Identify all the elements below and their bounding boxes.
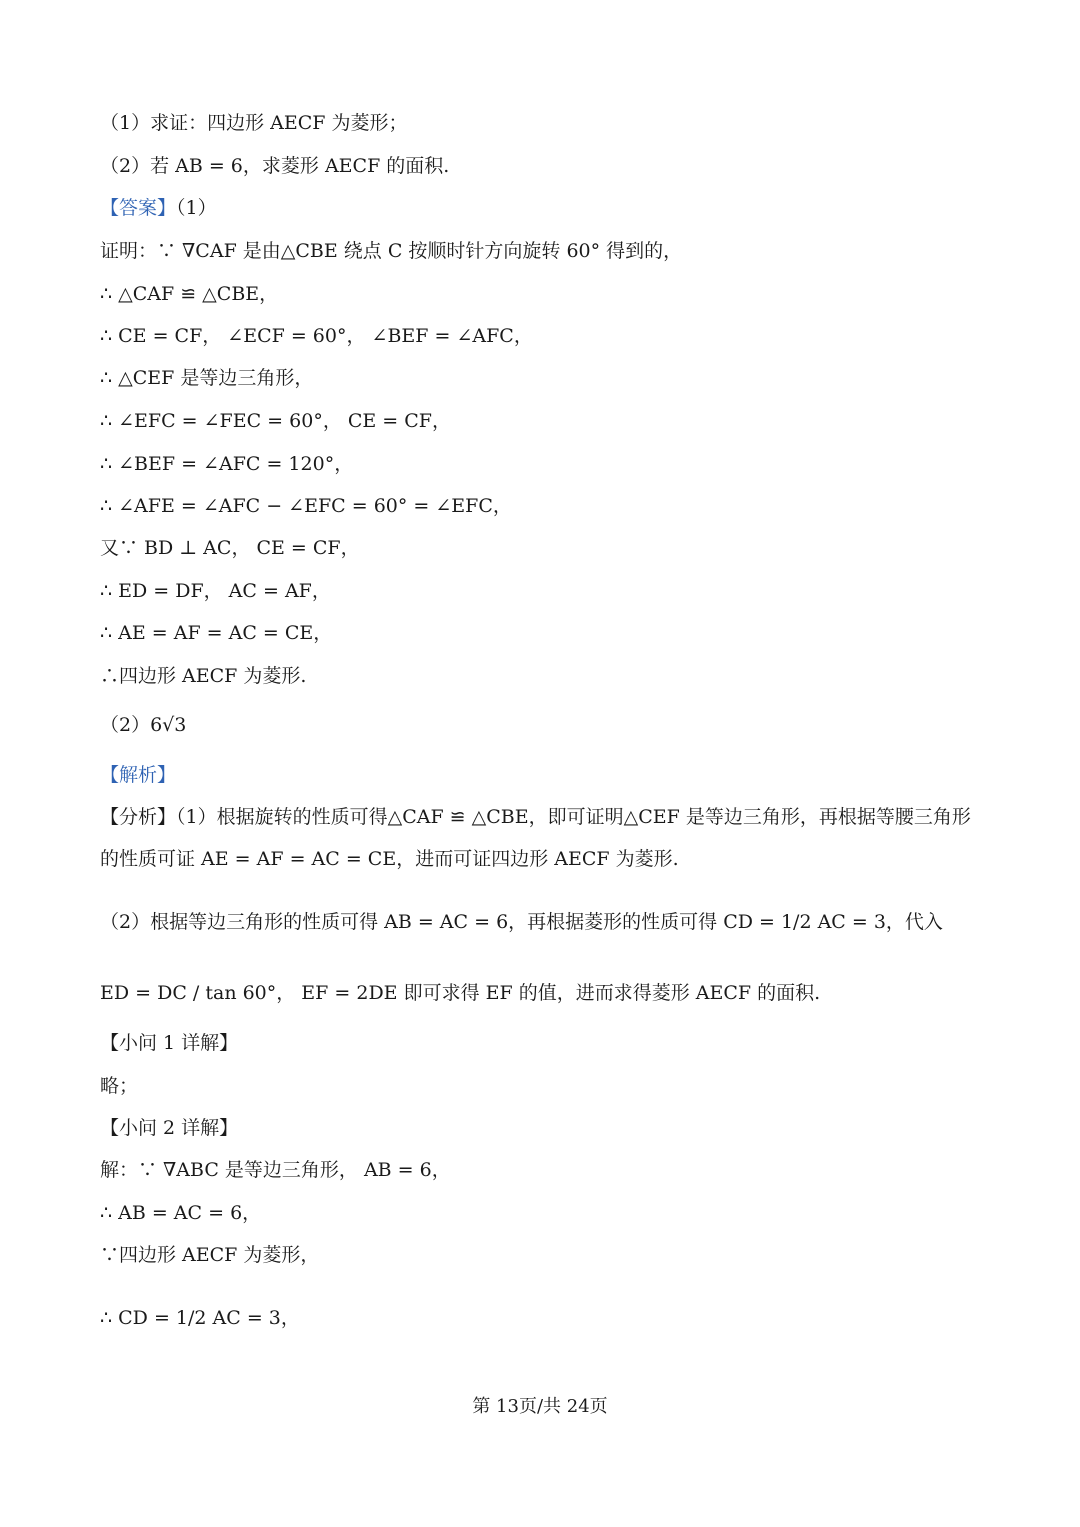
page-footer: 第 13页/共 24页 <box>472 1396 608 1417</box>
question-2: （2）若 AB = 6，求菱形 AECF 的面积. <box>100 155 450 177</box>
sub2-heading: 【小问 2 详解】 <box>100 1117 239 1139</box>
answer-part-2: （2）6√3 <box>100 714 187 736</box>
answer-part-1-label: （1） <box>176 197 217 219</box>
analysis-line-1: 【分析】（1）根据旋转的性质可得△CAF ≌ △CBE，即可证明△CEF 是等边三角形，再根据等腰三角形 <box>100 806 971 828</box>
proof-line-5: ∴ ∠BEF = ∠AFC = 120°， <box>100 453 354 475</box>
sub2-line-2: ∵四边形 AECF 为菱形， <box>100 1244 320 1266</box>
sub2-line-0: 解：∵ ∇ABC 是等边三角形， AB = 6， <box>100 1159 451 1181</box>
proof-line-9: ∴ AE = AF = AC = CE， <box>100 622 333 644</box>
proof-line-8: ∴ ED = DF， AC = AF， <box>100 580 331 602</box>
sub1-heading: 【小问 1 详解】 <box>100 1032 239 1054</box>
analysis-line-4: ED = DC / tan 60°， EF = 2DE 即可求得 EF 的值，进而求得菱形 AECF 的面积. <box>100 982 821 1004</box>
answer-tag: 【答案】 <box>100 197 177 219</box>
proof-line-6: ∴ ∠AFE = ∠AFC − ∠EFC = 60° = ∠EFC， <box>100 495 512 517</box>
proof-line-4: ∴ ∠EFC = ∠FEC = 60°， CE = CF， <box>100 410 451 432</box>
proof-line-3: ∴ △CEF 是等边三角形， <box>100 367 314 389</box>
sub1-text: 略； <box>100 1075 139 1097</box>
proof-line-1: ∴ △CAF ≌ △CBE， <box>100 283 279 305</box>
analysis-tag: 【解析】 <box>100 764 177 786</box>
proof-line-0: 证明：∵ ∇CAF 是由△CBE 绕点 C 按顺时针方向旋转 60° 得到的， <box>100 240 683 262</box>
sub2-line-3: ∴ CD = 1/2 AC = 3， <box>100 1307 300 1329</box>
question-1: （1）求证：四边形 AECF 为菱形； <box>100 112 408 134</box>
proof-line-10: ∴四边形 AECF 为菱形. <box>100 665 307 687</box>
answer-heading <box>100 195 217 221</box>
proof-line-2: ∴ CE = CF， ∠ECF = 60°， ∠BEF = ∠AFC， <box>100 325 533 347</box>
analysis-line-3: （2）根据等边三角形的性质可得 AB = AC = 6，再根据菱形的性质可得 CD = 1/2 AC = 3，代入 <box>100 911 943 933</box>
proof-line-7: 又∵ BD ⊥ AC， CE = CF， <box>100 537 360 559</box>
sub2-line-1: ∴ AB = AC = 6， <box>100 1202 262 1224</box>
analysis-line-2: 的性质可证 AE = AF = AC = CE，进而可证四边形 AECF 为菱形. <box>100 848 679 870</box>
